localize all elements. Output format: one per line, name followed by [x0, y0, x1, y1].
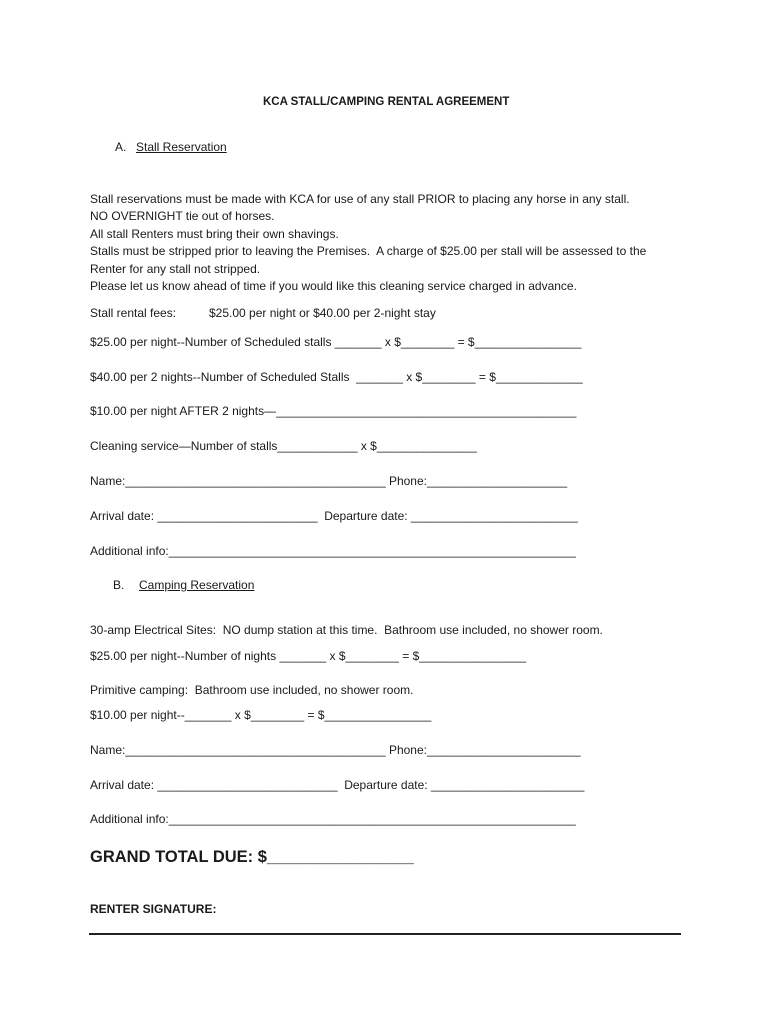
- fees-label: Stall rental fees:: [90, 306, 177, 320]
- electrical-sites-text: 30-amp Electrical Sites: NO dump station at this time. Bathroom use included, no shower room.: [90, 623, 603, 637]
- signature-line[interactable]: [89, 933, 681, 935]
- camping-dates-field[interactable]: Arrival date: ___________________________ Departure date: _______________________: [90, 778, 585, 792]
- paragraph-line: Stall reservations must be made with KCA for use of any stall PRIOR to placing any horse in any stall.: [90, 192, 630, 206]
- cleaning-service-field[interactable]: Cleaning service—Number of stalls____________ x $_______________: [90, 439, 477, 453]
- two-night-stall-field[interactable]: $40.00 per 2 nights--Number of Scheduled Stalls _______ x $________ = $_____________: [90, 370, 583, 384]
- camping-name-phone-field[interactable]: Name:_______________________________________ Phone:_______________________: [90, 743, 581, 757]
- paragraph-line: NO OVERNIGHT tie out of horses.: [90, 209, 275, 223]
- primitive-camping-text: Primitive camping: Bathroom use included, no shower room.: [90, 683, 414, 697]
- nightly-stall-field[interactable]: $25.00 per night--Number of Scheduled stalls _______ x $________ = $________________: [90, 335, 582, 349]
- section-a-letter: A.: [115, 140, 127, 154]
- paragraph-line: Please let us know ahead of time if you would like this cleaning service charged in advance.: [90, 279, 577, 293]
- page-title: KCA STALL/CAMPING RENTAL AGREEMENT: [263, 96, 510, 108]
- stall-name-phone-field[interactable]: Name:_______________________________________ Phone:_____________________: [90, 474, 568, 488]
- stall-dates-field[interactable]: Arrival date: ________________________ Departure date: _________________________: [90, 509, 578, 523]
- after-two-nights-field[interactable]: $10.00 per night AFTER 2 nights—_____________________________________________: [90, 404, 577, 418]
- stall-additional-info-field[interactable]: Additional info:_____________________________________________________________: [90, 544, 576, 558]
- section-b-letter: B.: [113, 578, 125, 592]
- paragraph-line: All stall Renters must bring their own shavings.: [90, 227, 339, 241]
- paragraph-line: Renter for any stall not stripped.: [90, 262, 261, 276]
- fees-value: $25.00 per night or $40.00 per 2-night stay: [209, 306, 436, 320]
- paragraph-line: Stalls must be stripped prior to leaving the Premises. A charge of $25.00 per stall will be assessed to the: [90, 244, 647, 258]
- camping-additional-info-field[interactable]: Additional info:_____________________________________________________________: [90, 812, 576, 826]
- section-a-heading: Stall Reservation: [136, 140, 227, 154]
- primitive-nights-field[interactable]: $10.00 per night--_______ x $________ = $________________: [90, 708, 432, 722]
- signature-label: RENTER SIGNATURE:: [90, 902, 217, 916]
- section-b-heading: Camping Reservation: [139, 578, 255, 592]
- electrical-nights-field[interactable]: $25.00 per night--Number of nights _______ x $________ = $________________: [90, 649, 527, 663]
- grand-total-field[interactable]: GRAND TOTAL DUE: $________________: [90, 848, 414, 866]
